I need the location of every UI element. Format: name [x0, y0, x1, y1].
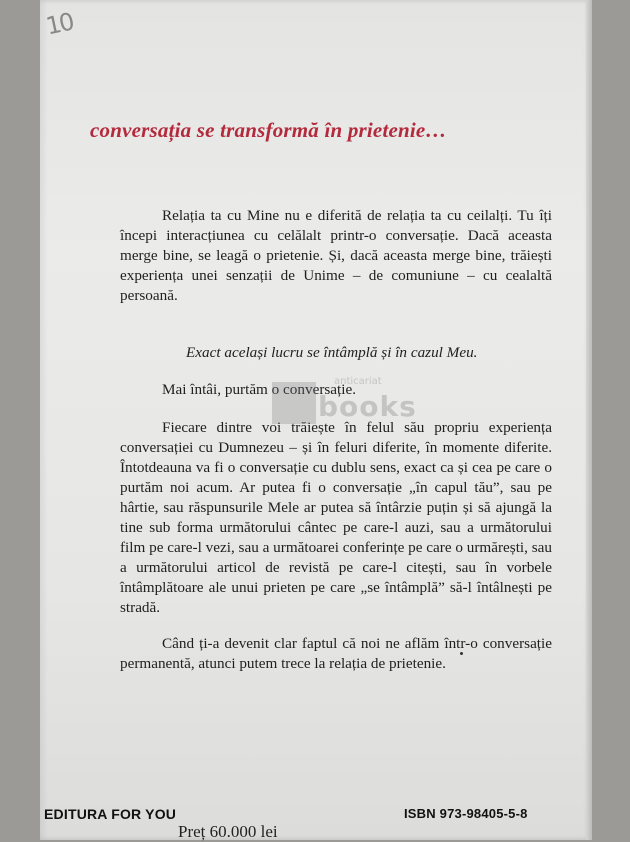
back-cover	[40, 0, 592, 840]
paragraph-4: Când ți-a devenit clar faptul că noi ne aflăm într-o conversație permanentă, atunci putem trece la relația de prietenie.	[120, 635, 552, 672]
cover-edge	[586, 0, 592, 840]
ink-speck	[460, 652, 463, 655]
watermark-small-text: anticariat	[334, 376, 382, 387]
publisher-name: EDITURA FOR YOU	[44, 806, 177, 822]
paragraph-3: Fiecare dintre voi trăiește în felul său propriu experiența conversației cu Dumnezeu – și în feluri diferite, în momente diferite. Întotdeauna va fi o conversație cu dublu sens, exact ca și cea pe care o purtăm noi acum. Ar putea fi o conversație „în capul tău”, sau pe hârtie, sau răspunsurile Mele ar putea să întârzie puțin și să ajungă la tine sub forma următorului cântec pe care-l auzi, sau a următorului film pe care-l vezi, sau a următoarei conferințe pe care o urmărești, sau a următorului articol de revistă pe care-l citești, sau în vorbele întâmplătoare ale unui prieten pe care „se întâmplă” să-l întâlnești pe stradă.	[120, 419, 552, 616]
watermark-name: books	[318, 390, 417, 423]
paragraph-2: Mai întâi, purtăm o conversație.	[162, 381, 357, 398]
handwritten-mark: 10	[43, 7, 76, 41]
headline: conversația se transformă în prietenie…	[90, 118, 447, 142]
price-label: Preț 60.000 lei	[178, 822, 278, 841]
paragraph-1: Relația ta cu Mine nu e diferită de relația ta cu ceilalți. Tu îți începi interacțiunea cu celălalt printr-o conversație. Dacă aceasta merge bine, se leagă o prietenie. Și, dacă aceasta merge bine, trăiești experiența unei senzații de Unime – de comuniune – cu cealaltă persoană.	[120, 207, 552, 304]
watermark-logo	[272, 376, 417, 426]
isbn-code: ISBN 973-98405-5-8	[404, 806, 528, 821]
watermark-box-icon	[272, 382, 316, 424]
quote-line: Exact același lucru se întâmplă și în cazul Meu.	[186, 344, 478, 361]
